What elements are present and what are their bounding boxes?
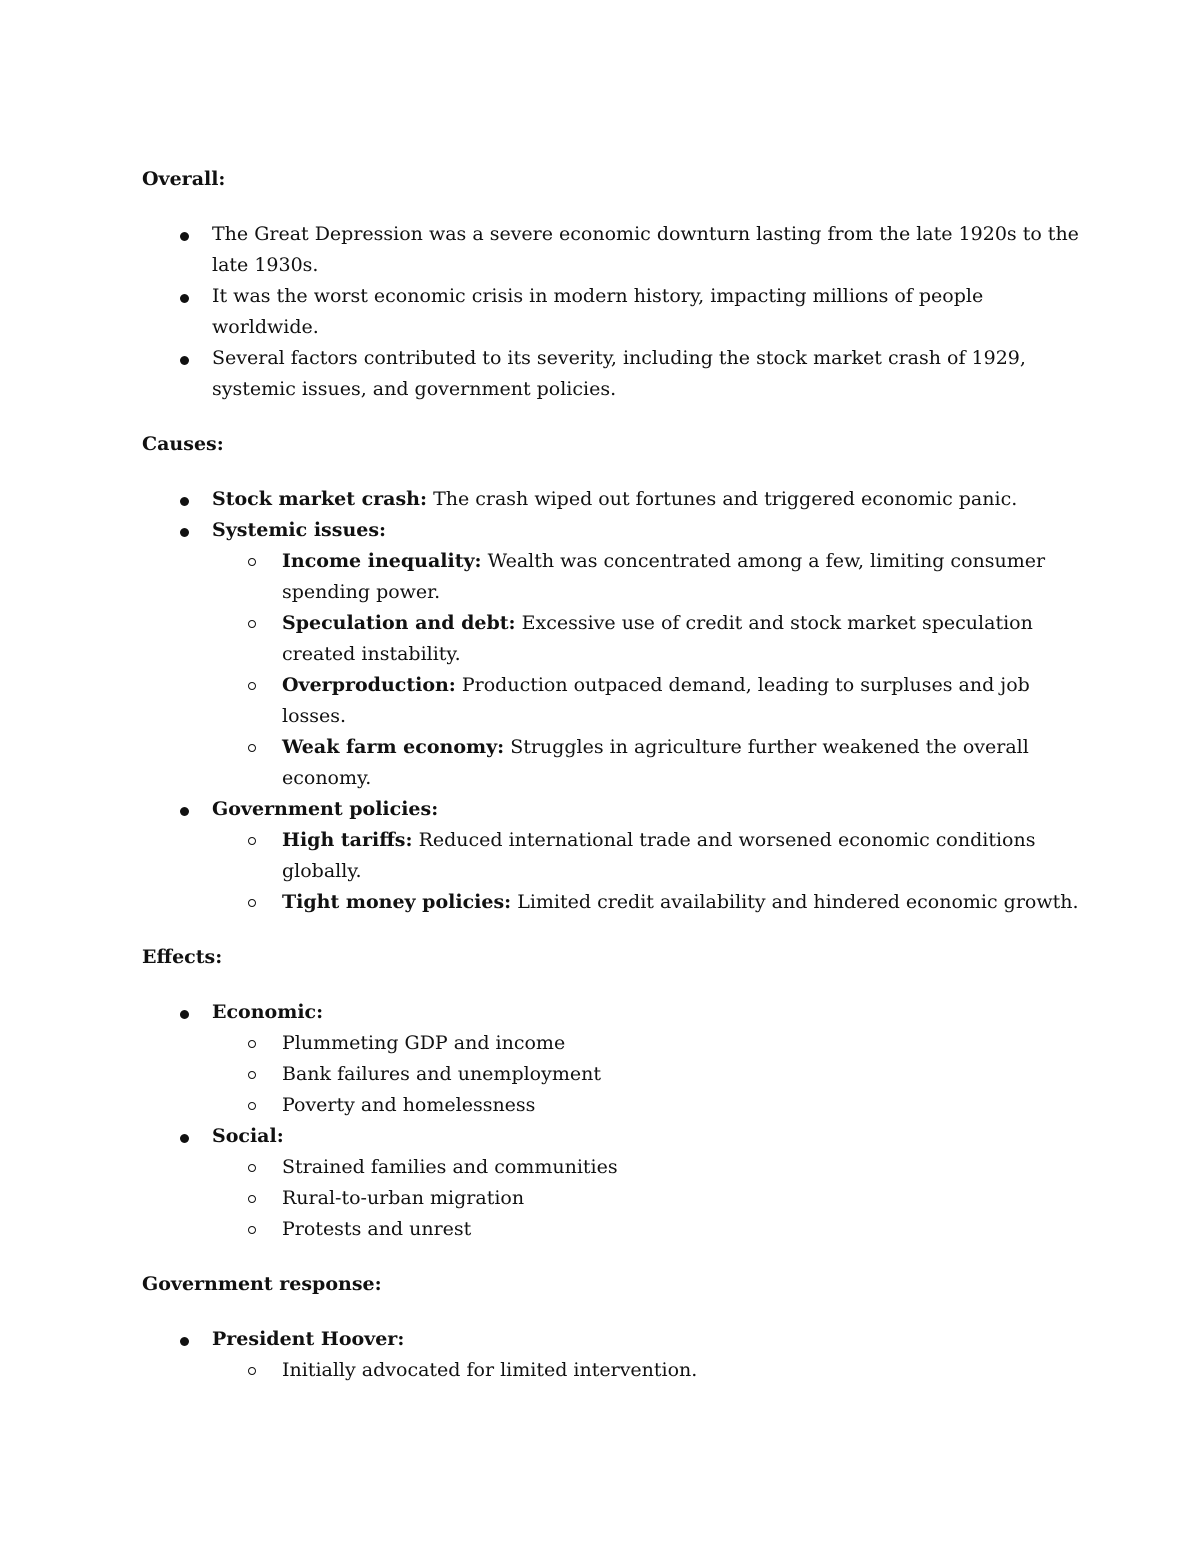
bullet-circle-icon xyxy=(248,1040,256,1048)
list-item: Income inequality: Wealth was concentrated among a few, limiting consumer spending power. xyxy=(142,546,1082,608)
bullet-disc-icon xyxy=(180,294,189,303)
section-title-causes: Causes: xyxy=(142,433,224,455)
list-item: Economic: xyxy=(142,997,1082,1028)
bullet-disc-icon xyxy=(180,1337,189,1346)
list-item: Bank failures and unemployment xyxy=(142,1059,1082,1090)
section-title-government-response: Government response: xyxy=(142,1273,382,1295)
list-item: Overproduction: Production outpaced demand, leading to surpluses and job losses. xyxy=(142,670,1082,732)
bullet-disc-icon xyxy=(180,356,189,365)
government-policies-list xyxy=(142,825,1082,918)
causes-list-continued xyxy=(142,794,1082,825)
bullet-circle-icon xyxy=(248,620,256,628)
bullet-disc-icon xyxy=(180,1010,189,1019)
list-item: High tariffs: Reduced international trade and worsened economic conditions globally. xyxy=(142,825,1082,887)
list-item: Social: xyxy=(142,1121,1082,1152)
list-item: Systemic issues: xyxy=(142,515,1082,546)
list-item: Stock market crash: The crash wiped out fortunes and triggered economic panic. xyxy=(142,484,1082,515)
bullet-circle-icon xyxy=(248,1164,256,1172)
list-item: Weak farm economy: Struggles in agriculture further weakened the overall economy. xyxy=(142,732,1082,794)
list-item: The Great Depression was a severe economic downturn lasting from the late 1920s to the late 1930s. xyxy=(142,219,1082,281)
bullet-circle-icon xyxy=(248,1195,256,1203)
bullet-circle-icon xyxy=(248,1226,256,1234)
list-item: President Hoover: xyxy=(142,1324,1082,1355)
list-item: Poverty and homelessness xyxy=(142,1090,1082,1121)
bullet-disc-icon xyxy=(180,1134,189,1143)
effects-list-continued xyxy=(142,1121,1082,1152)
bullet-disc-icon xyxy=(180,528,189,537)
section-title-overall: Overall: xyxy=(142,168,226,190)
bullet-disc-icon xyxy=(180,232,189,241)
causes-list xyxy=(142,484,1082,546)
bullet-circle-icon xyxy=(248,682,256,690)
bullet-circle-icon xyxy=(248,899,256,907)
bullet-circle-icon xyxy=(248,1367,256,1375)
bullet-circle-icon xyxy=(248,1102,256,1110)
list-item: Government policies: xyxy=(142,794,1082,825)
list-item: Initially advocated for limited intervention. xyxy=(142,1355,1082,1386)
bullet-disc-icon xyxy=(180,807,189,816)
document-content xyxy=(142,164,1082,1386)
list-item: Speculation and debt: Excessive use of credit and stock market speculation created instability. xyxy=(142,608,1082,670)
list-item: Several factors contributed to its severity, including the stock market crash of 1929, systemic issues, and government policies. xyxy=(142,343,1082,405)
economic-effects-list xyxy=(142,1028,1082,1121)
bullet-circle-icon xyxy=(248,837,256,845)
effects-list xyxy=(142,997,1082,1028)
list-item: Plummeting GDP and income xyxy=(142,1028,1082,1059)
bullet-circle-icon xyxy=(248,1071,256,1079)
overall-list xyxy=(142,219,1082,405)
government-response-list xyxy=(142,1324,1082,1355)
list-item: Protests and unrest xyxy=(142,1214,1082,1245)
list-item: Tight money policies: Limited credit availability and hindered economic growth. xyxy=(142,887,1082,918)
social-effects-list xyxy=(142,1152,1082,1245)
systemic-issues-list xyxy=(142,546,1082,794)
list-item: It was the worst economic crisis in modern history, impacting millions of people worldwide. xyxy=(142,281,1082,343)
bullet-circle-icon xyxy=(248,744,256,752)
bullet-disc-icon xyxy=(180,497,189,506)
list-item: Strained families and communities xyxy=(142,1152,1082,1183)
list-item: Rural-to-urban migration xyxy=(142,1183,1082,1214)
hoover-response-list xyxy=(142,1355,1082,1386)
section-title-effects: Effects: xyxy=(142,946,223,968)
bullet-circle-icon xyxy=(248,558,256,566)
